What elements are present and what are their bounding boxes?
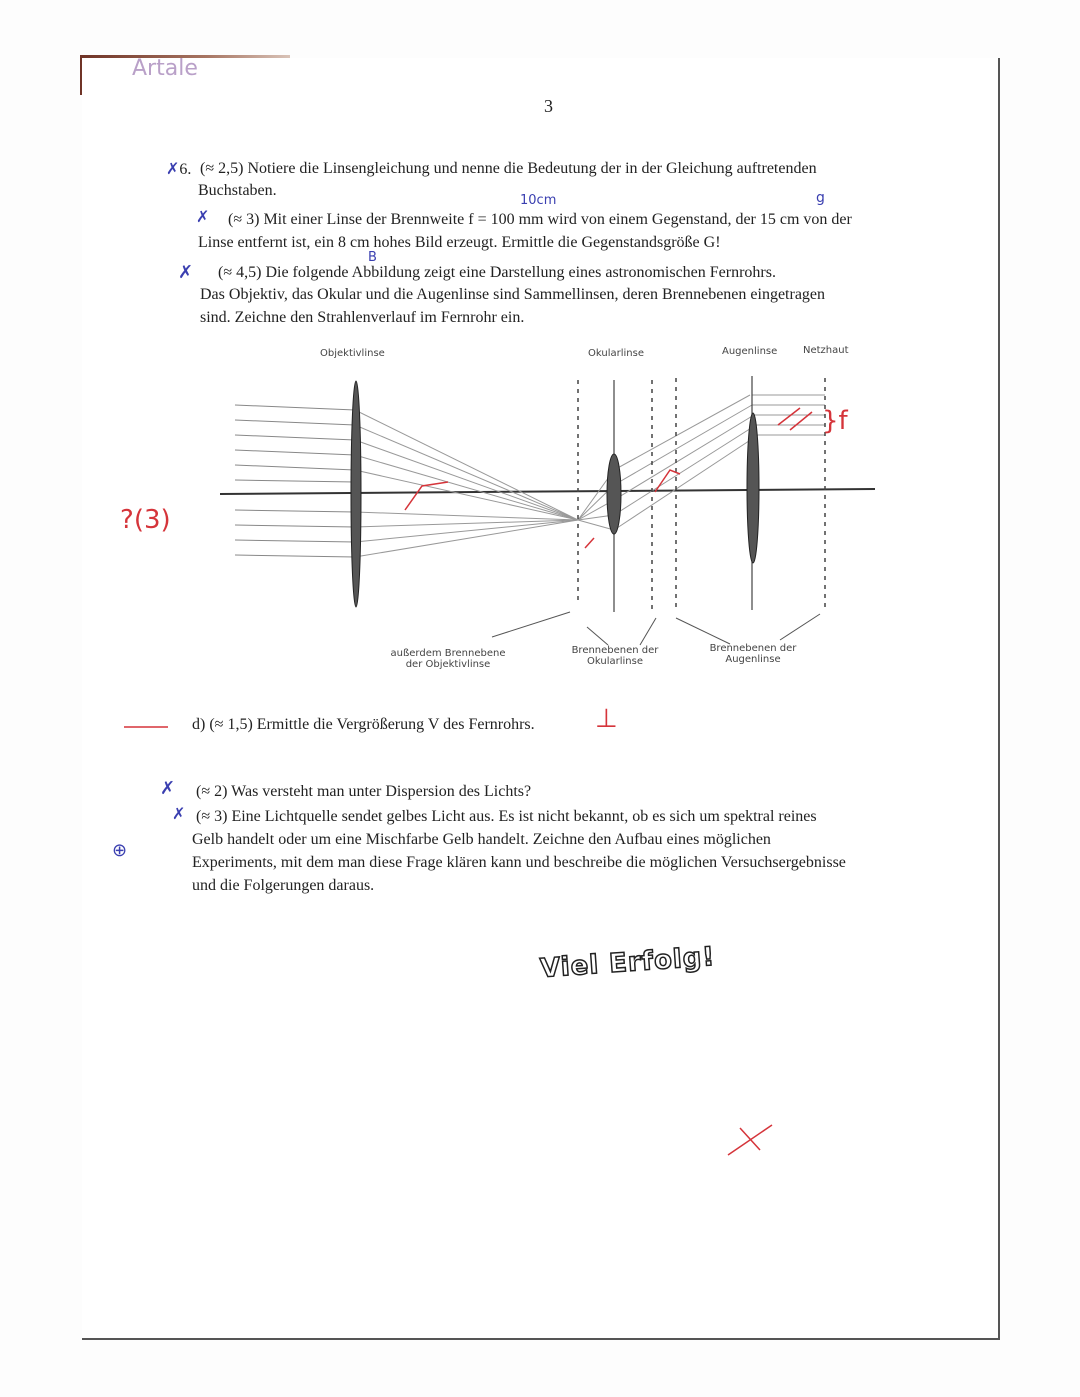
note-10cm: 10cm — [520, 193, 557, 208]
augen-lens — [747, 413, 759, 563]
task7b-text-2: Gelb handelt oder um eine Mischfarbe Gelb handelt. Zeichne den Aufbau eines möglichen — [192, 831, 771, 848]
closing-viel-erfolg: Viel Erfolg! — [539, 941, 717, 985]
task6b-text-1: (≈ 3) Mit einer Linse der Brennweite f = 100 mm wird von einem Gegenstand, der 15 cm von der — [228, 211, 852, 228]
margin-symbol-icon: ⊕ — [112, 840, 128, 861]
label-okularlinse: Okularlinse — [588, 348, 644, 359]
label-augenlinse: Augenlinse — [722, 346, 778, 357]
note-B: B — [368, 250, 377, 265]
converging-rays — [355, 410, 578, 557]
check-7b-icon: ✗ — [172, 804, 186, 823]
task6a-text-2: Buchstaben. — [198, 182, 277, 199]
caption-okular-focal: Brennebenen der Okularlinse — [571, 645, 659, 667]
okular-lens — [607, 454, 621, 534]
label-objektivlinse: Objektivlinse — [320, 348, 385, 359]
task6-prefix: ✗6. — [166, 159, 192, 178]
task6c-text-3: sind. Zeichne den Strahlenverlauf im Fernrohr ein. — [200, 309, 525, 326]
score-note-3: ?(3) — [120, 505, 171, 535]
mark-6d-icon: ⊥ — [595, 704, 618, 734]
task7b-text-4: und die Folgerungen daraus. — [192, 877, 375, 894]
task7b-text-3: Experiments, mit dem man diese Frage klären kann und beschreibe die möglichen Versuchsergebnisse — [192, 854, 846, 871]
task6d-text: d) (≈ 1,5) Ermittle die Vergrößerung V des Fernrohrs. — [192, 716, 535, 733]
label-netzhaut: Netzhaut — [803, 345, 849, 356]
task6b-text-2: Linse entfernt ist, ein 8 cm hohes Bild erzeugt. Ermittle die Gegenstandsgröße G! — [198, 234, 721, 251]
note-g: g — [816, 190, 825, 206]
page-number: 3 — [544, 96, 553, 116]
caption-objektiv-focal: außerdem Brennebene der Objektivlinse — [390, 648, 506, 670]
task7b-text-1: (≈ 3) Eine Lichtquelle sendet gelbes Licht aus. Es ist nicht bekannt, ob es sich um spektral reines — [196, 808, 817, 825]
margin-note: Artale — [132, 56, 198, 81]
task6a-text-1: (≈ 2,5) Notiere die Linsengleichung und nenne die Bedeutung der in der Gleichung auftretenden — [200, 160, 817, 177]
caption-augen-focal: Brennebenen der Augenlinse — [709, 643, 797, 665]
check-6c-icon: ✗ — [178, 262, 194, 283]
task6c-text-1: (≈ 4,5) Die folgende Abbildung zeigt eine Darstellung eines astronomischen Fernrohrs. — [218, 264, 776, 281]
objektiv-lens — [351, 381, 361, 607]
optical-axis — [220, 489, 875, 494]
incoming-rays — [235, 405, 355, 557]
task7a-text: (≈ 2) Was versteht man unter Dispersion des Lichts? — [196, 783, 532, 800]
task6c-text-2: Das Objektiv, das Okular und die Augenlinse sind Sammellinsen, deren Brennebenen eingetragen — [200, 286, 826, 303]
check-6b-icon: ✗ — [196, 207, 210, 226]
focal-note-f: }f — [822, 406, 848, 436]
check-7a-icon: ✗ — [160, 778, 176, 799]
